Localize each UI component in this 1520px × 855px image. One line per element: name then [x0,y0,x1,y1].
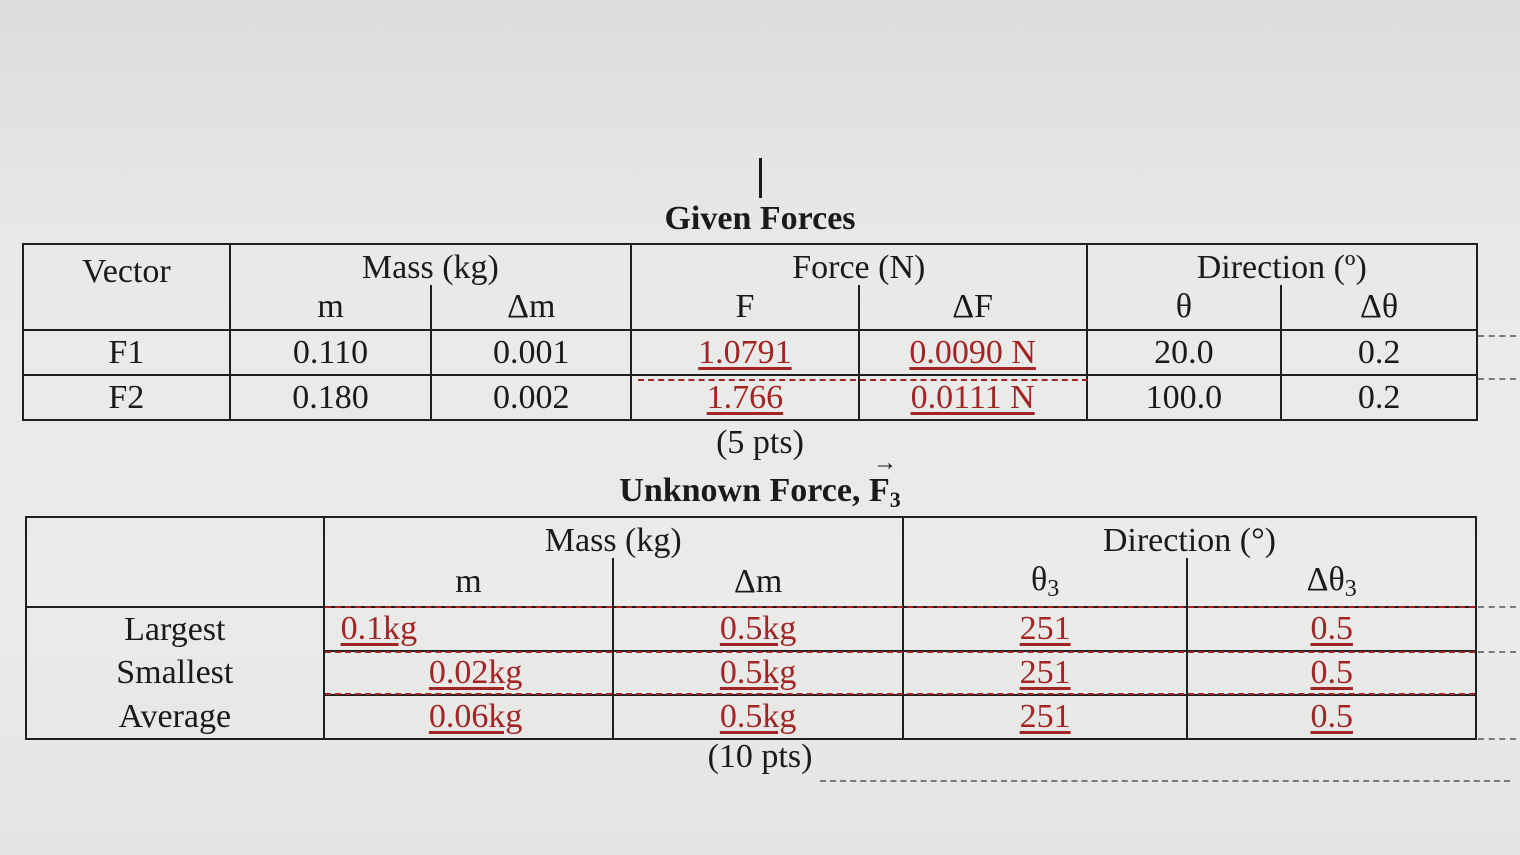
vector-cell: F1 [23,330,230,375]
dtheta3-input[interactable] [1187,695,1476,739]
df-input[interactable] [859,375,1087,420]
m-subheader: m [230,285,432,330]
vector-cell: F2 [23,375,230,420]
df-input[interactable] [859,330,1087,375]
table-row [23,330,1477,375]
unknown-force-title-text: Unknown Force, [619,472,869,509]
theta3-answer: 251 [1019,654,1071,691]
f-answer: 1.766 [706,378,784,416]
guide-line [325,693,1475,695]
guide-line [820,780,1510,782]
m-cell: 0.180 [230,375,432,420]
guide-line [1478,378,1516,380]
theta-subheader: θ [1087,285,1282,330]
m-cell: 0.110 [230,330,432,375]
unknown-force-table [25,516,1477,740]
guide-line [1478,335,1516,337]
dtheta3-input[interactable] [1187,607,1476,651]
dm-subheader: Δm [613,558,903,607]
table-row [26,651,1476,695]
f3-vector-symbol: F3 → [868,450,901,512]
guide-line [1478,738,1516,740]
vector-arrow-icon: → [872,450,897,476]
dm-input[interactable] [613,695,903,739]
dtheta-subheader: Δθ [1281,285,1477,330]
dtheta-cell: 0.2 [1281,330,1477,375]
theta3-answer: 251 [1019,698,1071,735]
df-subheader: ΔF [859,285,1087,330]
unknown-force-points: (10 pts) [707,738,813,775]
m-subheader: m [324,558,614,607]
theta3-subheader: θ3 [903,558,1188,607]
theta3-answer: 251 [1019,610,1071,647]
m-answer: 0.06kg [428,698,523,735]
dm-cell: 0.002 [431,375,631,420]
blank-header [26,517,324,607]
dtheta-cell: 0.2 [1281,375,1477,420]
direction-header: Direction (º) [1087,244,1478,285]
row-label: Average [26,695,324,739]
theta3-input[interactable] [903,651,1188,695]
guide-line [1478,606,1516,608]
dm-input[interactable] [613,651,903,695]
f-answer: 1.0791 [698,333,792,371]
m-answer: 0.1kg [340,610,418,647]
table-row [26,695,1476,739]
dm-answer: 0.5kg [719,654,797,691]
guide-line [325,651,1475,653]
guide-line [325,606,1475,608]
row-label: Largest [26,607,324,651]
dtheta3-input[interactable] [1187,651,1476,695]
given-forces-title: Given Forces [664,200,856,237]
dtheta3-answer: 0.5 [1310,610,1353,647]
m-input[interactable] [324,695,614,739]
row-label: Smallest [26,651,324,695]
theta3-input[interactable] [903,607,1188,651]
theta-cell: 100.0 [1087,375,1282,420]
theta3-input[interactable] [903,695,1188,739]
dm-subheader: Δm [431,285,631,330]
guide-line [1478,651,1516,653]
table-row [26,607,1476,651]
m-input[interactable] [324,607,614,651]
dm-cell: 0.001 [431,330,631,375]
df-answer: 0.0111 N [910,378,1035,416]
direction-header: Direction (°) [903,517,1476,558]
m-answer: 0.02kg [428,654,523,691]
f-input[interactable] [631,375,859,420]
dtheta3-answer: 0.5 [1310,654,1353,691]
guide-line [638,379,1088,381]
dtheta3-subheader: Δθ3 [1187,558,1476,607]
table-row [23,375,1477,420]
theta-cell: 20.0 [1087,330,1282,375]
df-answer: 0.0090 N [909,333,1036,371]
force-header: Force (N) [631,244,1086,285]
mass-header: Mass (kg) [324,517,903,558]
text-cursor [759,158,762,198]
f-input[interactable] [631,330,859,375]
m-input[interactable] [324,651,614,695]
dm-answer: 0.5kg [719,698,797,735]
unknown-force-title [510,450,1010,513]
dm-input[interactable] [613,607,903,651]
dtheta3-answer: 0.5 [1310,698,1353,735]
given-forces-table [22,243,1478,421]
dm-answer: 0.5kg [719,610,797,647]
f-subheader: F [631,285,859,330]
given-forces-points: (5 pts) [716,424,804,461]
vector-header: Vector [23,244,230,330]
mass-header: Mass (kg) [230,244,631,285]
